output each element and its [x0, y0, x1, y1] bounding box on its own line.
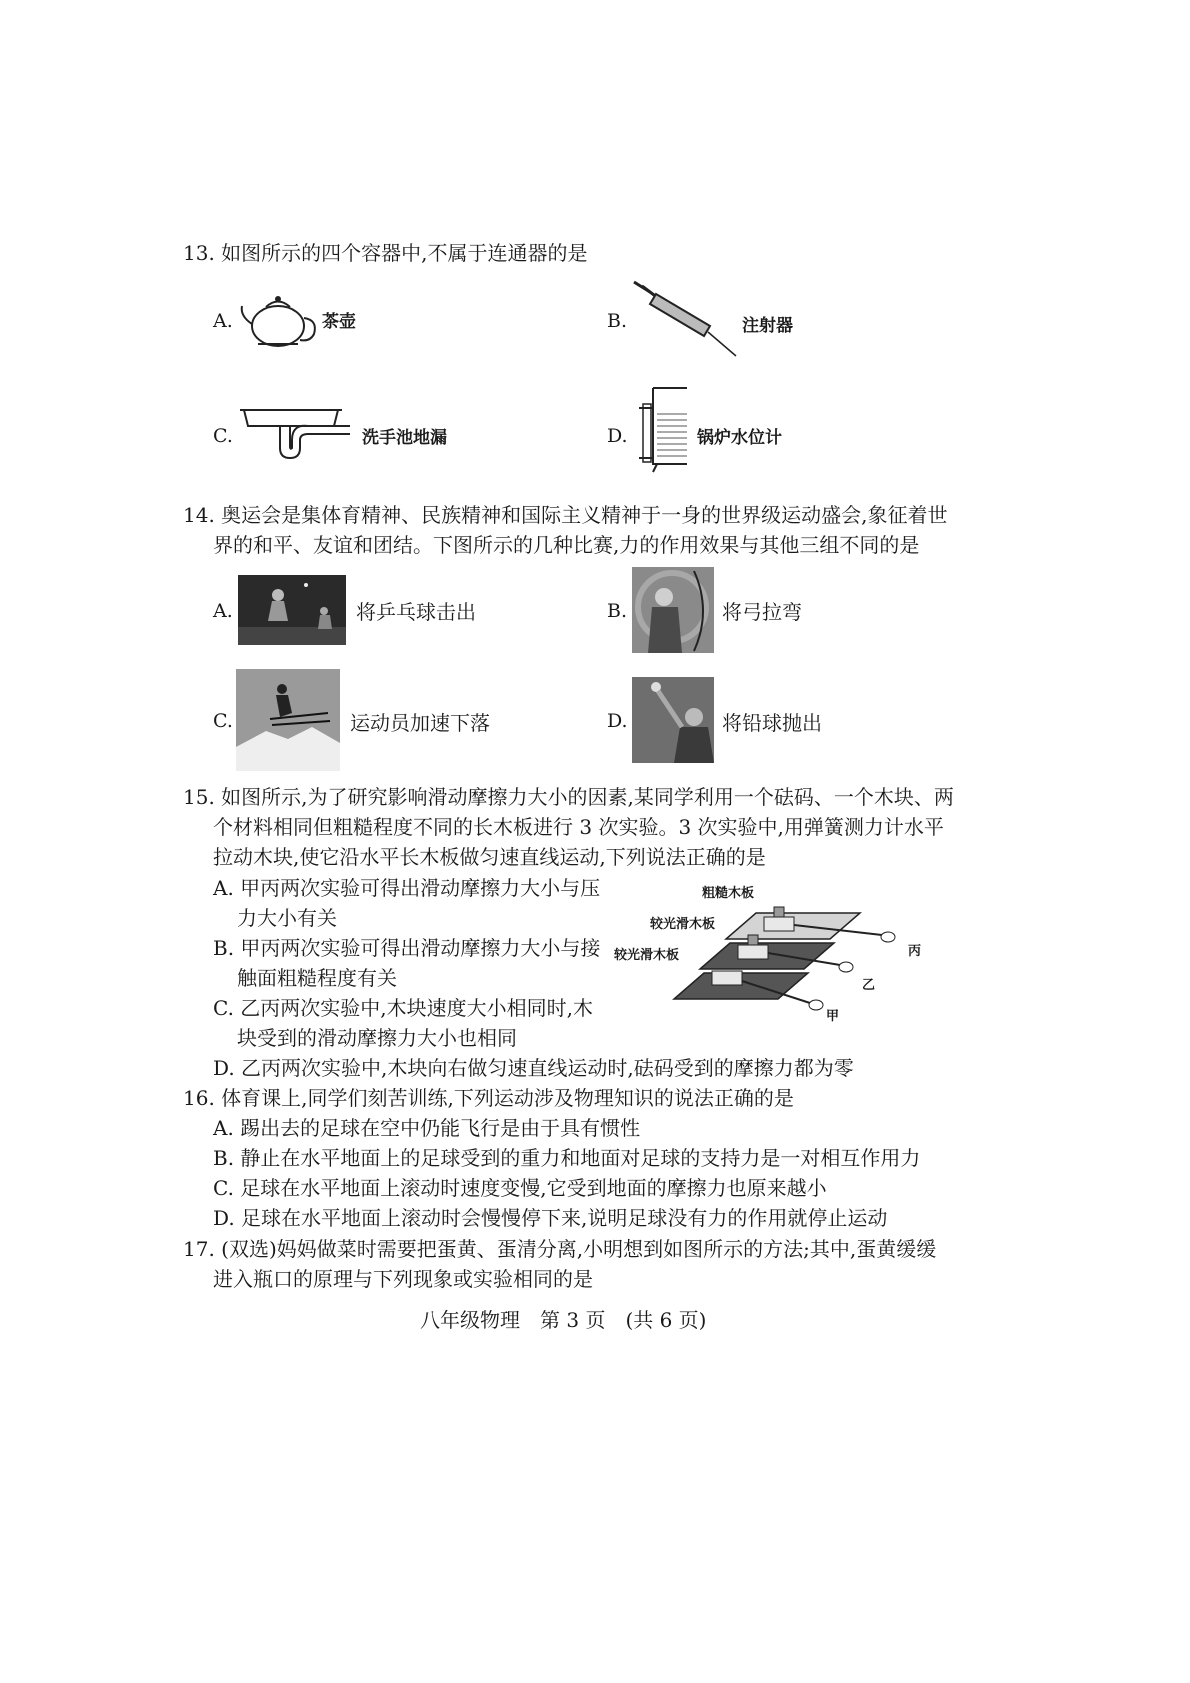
archery-photo — [632, 567, 714, 653]
ski-jump-photo — [236, 669, 340, 771]
q14-stem-line2: 界的和平、友谊和团结。下图所示的几种比赛,力的作用效果与其他三组不同的是 — [213, 533, 920, 557]
q15-smooth-board-label-2: 较光滑木板 — [614, 948, 680, 963]
boiler-gauge-figure — [635, 384, 691, 476]
q15-option-a-line2: 力大小有关 — [237, 906, 337, 930]
q15-stem-line2: 个材料相同但粗糙程度不同的长木板进行 3 次实验。3 次实验中,用弹簧测力计水平 — [213, 815, 944, 839]
q16-option-d: D. 足球在水平地面上滚动时会慢慢停下来,说明足球没有力的作用就停止运动 — [213, 1206, 888, 1230]
q14-option-b-letter: B. — [607, 600, 628, 622]
q14-option-c-letter: C. — [213, 710, 233, 732]
q13-option-b-caption: 注射器 — [742, 316, 793, 336]
q15-option-c-line1: C. 乙丙两次实验中,木块速度大小相同时,木 — [213, 996, 594, 1020]
q15-option-b-line1: B. 甲丙两次实验可得出滑动摩擦力大小与接 — [213, 936, 601, 960]
q15-label-yi: 乙 — [862, 978, 876, 993]
q14-option-a-letter: A. — [213, 600, 233, 622]
q16-stem: 16. 体育课上,同学们刻苦训练,下列运动涉及物理知识的说法正确的是 — [183, 1086, 794, 1110]
q13-option-a-caption: 茶壶 — [322, 312, 356, 332]
q15-option-d: D. 乙丙两次实验中,木块向右做匀速直线运动时,砝码受到的摩擦力都为零 — [213, 1056, 854, 1080]
q13-option-c-caption: 洗手池地漏 — [362, 428, 447, 448]
q13-stem: 13. 如图所示的四个容器中,不属于连通器的是 — [183, 241, 588, 265]
q15-option-b-line2: 触面粗糙程度有关 — [237, 966, 397, 990]
page-footer: 八年级物理 第 3 页 (共 6 页) — [420, 1308, 707, 1332]
q17-stem-line1: 17. (双选)妈妈做菜时需要把蛋黄、蛋清分离,小明想到如图所示的方法;其中,蛋黄缓缓 — [183, 1237, 937, 1261]
q13-option-d-caption: 锅炉水位计 — [697, 428, 782, 448]
q14-option-a-caption: 将乒乓球击出 — [356, 600, 476, 624]
syringe-figure — [630, 278, 742, 360]
q13-option-c-letter: C. — [213, 425, 233, 447]
q13-option-b-letter: B. — [607, 310, 628, 332]
table-tennis-photo — [238, 575, 346, 645]
teapot-figure — [238, 290, 320, 350]
q14-option-b-caption: 将弓拉弯 — [722, 600, 802, 624]
q14-stem-line1: 14. 奥运会是集体育精神、民族精神和国际主义精神于一身的世界级运动盛会,象征着世 — [183, 503, 948, 527]
shot-put-photo — [632, 677, 714, 763]
q15-option-a-line1: A. 甲丙两次实验可得出滑动摩擦力大小与压 — [213, 876, 601, 900]
q17-stem-line2: 进入瓶口的原理与下列现象或实验相同的是 — [213, 1267, 593, 1291]
q15-stem-line1: 15. 如图所示,为了研究影响滑动摩擦力大小的因素,某同学利用一个砝码、一个木块、两 — [183, 785, 954, 809]
q14-option-d-letter: D. — [607, 710, 628, 732]
q15-stem-line3: 拉动木块,使它沿水平长木板做匀速直线运动,下列说法正确的是 — [213, 845, 766, 869]
q16-option-b: B. 静止在水平地面上的足球受到的重力和地面对足球的支持力是一对相互作用力 — [213, 1146, 921, 1170]
q15-option-c-line2: 块受到的滑动摩擦力大小也相同 — [237, 1026, 517, 1050]
sink-drain-figure — [238, 404, 354, 462]
q14-option-d-caption: 将铅球抛出 — [722, 711, 822, 735]
q15-label-jia: 甲 — [826, 1009, 840, 1024]
q16-option-c: C. 足球在水平地面上滚动时速度变慢,它受到地面的摩擦力也原来越小 — [213, 1176, 827, 1200]
q14-option-c-caption: 运动员加速下落 — [350, 711, 490, 735]
q15-smooth-board-label-1: 较光滑木板 — [650, 917, 716, 932]
q15-rough-board-label: 粗糙木板 — [702, 886, 755, 901]
q13-option-d-letter: D. — [607, 425, 628, 447]
q13-option-a-letter: A. — [213, 310, 233, 332]
q16-option-a: A. 踢出去的足球在空中仍能飞行是由于具有惯性 — [213, 1116, 641, 1140]
q15-label-bing: 丙 — [908, 944, 922, 959]
